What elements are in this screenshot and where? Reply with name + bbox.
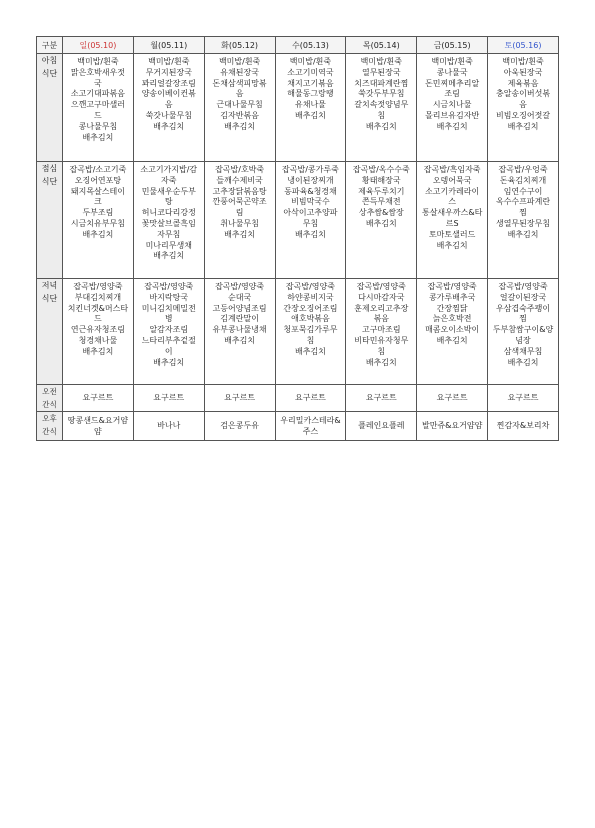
corner-label: 구분: [37, 37, 63, 54]
dinner-cell: [488, 279, 559, 385]
menu-item: 침: [377, 110, 386, 120]
menu-item: 매콤오이소박이: [425, 325, 480, 335]
menu-item: 탕: [164, 197, 173, 207]
menu-item: 크: [94, 197, 102, 207]
lunch-cell: [63, 162, 134, 279]
menu-item: 치즈대파계란찜: [354, 78, 409, 88]
menu-item: 애호박볶음: [291, 314, 330, 324]
menu-item: 김계란말이: [220, 314, 259, 324]
menu-item: 배추김치: [436, 121, 468, 131]
dinner-row: [37, 279, 559, 385]
menu-item: 배추김치: [224, 229, 256, 239]
menu-item: 삼색채무침: [503, 346, 543, 356]
menu-item: 찜: [519, 314, 527, 324]
menu-item: 으깬고구마샐러: [70, 100, 125, 110]
menu-item: 백미밥/흰죽: [502, 57, 544, 66]
am-snack-cell: [417, 385, 488, 412]
menu-item: 느타리부추겉절: [141, 335, 196, 345]
menu-item: 쑥갓나물무침: [145, 110, 192, 120]
menu-item: 오징어연포탕: [74, 175, 122, 185]
dinner-cell: [133, 279, 204, 385]
menu-item: 쑥갓두부무침: [358, 89, 405, 99]
dinner-cell: [275, 279, 346, 385]
menu-item: 념장: [515, 335, 531, 345]
menu-item: 잡곡밥/영양죽: [356, 282, 406, 291]
am-snack-row: [37, 385, 559, 412]
menu-item: 잡곡밥/영양죽: [144, 282, 194, 291]
menu-item: 오뎅어묵국: [432, 175, 472, 185]
menu-item: 배추김치: [82, 132, 114, 142]
pm-snack-cell: [275, 412, 346, 441]
menu-item: 침: [377, 346, 386, 356]
menu-item: 백미밥/흰죽: [289, 57, 332, 66]
menu-item: 알감자조림: [149, 325, 189, 335]
menu-item: 배추김치: [365, 357, 397, 367]
menu-item: 쯘득무채전: [361, 197, 401, 207]
dinner-label-line: 식단: [41, 294, 58, 303]
menu-item: 요구르트: [507, 393, 539, 403]
menu-item: 배추김치: [507, 229, 539, 239]
menu-item: 요구르트: [294, 393, 326, 403]
menu-item: 배추김치: [153, 357, 185, 367]
menu-item: 다시마감자국: [358, 292, 405, 302]
menu-item: 배추김치: [365, 121, 397, 131]
menu-item: 요구르트: [365, 393, 397, 403]
pm-snack-cell: [133, 412, 204, 441]
day-saturday: 토(05.16): [488, 37, 559, 54]
menu-item: 잡곡밥/옥수수죽: [352, 165, 410, 174]
menu-item: 음: [519, 100, 527, 110]
breakfast-cell: [63, 54, 134, 162]
menu-item: 우삼겹숙주팽이: [495, 303, 551, 313]
menu-item: 고등어양념조림: [212, 303, 267, 313]
header-row: [37, 37, 559, 54]
menu-item: 잡곡밥/영양죽: [73, 282, 123, 291]
day-tuesday: 화(05.12): [204, 37, 275, 54]
menu-item: 배추김치: [82, 346, 114, 356]
menu-item: 황태해장국: [361, 175, 401, 185]
menu-item: 비빔오징어젓갈: [495, 110, 551, 120]
menu-item: 르S: [445, 218, 459, 228]
breakfast-cell: [275, 54, 346, 162]
menu-item: 고추장닭볶음탕: [212, 186, 267, 196]
menu-item: 늙은호박전: [432, 314, 472, 324]
menu-item: 돈민찌메추리알: [425, 78, 480, 88]
lunch-cell: [133, 162, 204, 279]
menu-item: 잡곡밥/우엉죽: [498, 165, 548, 174]
menu-item: 돼지목살스테이: [70, 186, 125, 196]
menu-item: 시금치나물: [432, 100, 472, 110]
menu-item: 허니코다리강정: [141, 208, 196, 218]
menu-item: 근대나물무침: [216, 100, 263, 110]
menu-item: 제육볶음: [507, 78, 539, 88]
menu-item: 민물새우순두부: [141, 186, 196, 196]
lunch-cell: [204, 162, 275, 279]
menu-item: 배추김치: [294, 110, 326, 120]
menu-item: 주스: [302, 426, 319, 436]
breakfast-label-line: 아침: [41, 56, 58, 65]
day-thursday: 목(05.14): [346, 37, 417, 54]
menu-item: 채지고기볶음: [287, 78, 334, 88]
menu-item: 해물동그랑땡: [287, 89, 334, 99]
menu-item: 배추김치: [224, 335, 256, 345]
dinner-label-line: 저녁: [41, 281, 58, 290]
weekly-menu-table: [36, 36, 559, 441]
dinner-label: [37, 279, 63, 385]
menu-item: 미나리무생채: [145, 240, 192, 250]
breakfast-label-line: 식단: [41, 69, 58, 78]
menu-item: 유채나물: [294, 100, 326, 110]
day-friday: 금(05.15): [417, 37, 488, 54]
dinner-cell: [346, 279, 417, 385]
menu-item: 고구마조림: [361, 325, 401, 335]
menu-item: 꽃맛살브콜흑임: [141, 218, 196, 228]
lunch-cell: [417, 162, 488, 279]
menu-item: 아욱된장국: [503, 67, 543, 77]
menu-item: 볶음: [373, 314, 390, 324]
menu-item: 잡곡밥/콩가루죽: [282, 165, 339, 174]
menu-item: 음: [164, 100, 173, 110]
menu-item: 무침: [302, 218, 319, 228]
menu-item: 배추김치: [436, 240, 468, 250]
menu-item: 충알송이버섯볶: [495, 89, 551, 99]
menu-item: 침: [306, 335, 315, 345]
menu-item: 청포묵김가루무: [283, 325, 338, 335]
menu-item: 배추김치: [365, 218, 397, 228]
menu-item: 돈채삼색피망볶: [212, 78, 267, 88]
menu-item: 취나물무침: [220, 218, 259, 228]
menu-item: 배추김치: [82, 229, 114, 239]
menu-item: 양송이베이컨볶: [141, 89, 196, 99]
pm-snack-label-line: 간식: [42, 427, 57, 436]
menu-item: 냉이된장찌개: [287, 175, 334, 185]
menu-item: 연근유자청조림: [70, 325, 125, 335]
menu-item: 유부콩나물냉채: [212, 325, 267, 335]
menu-item: 잡곡밥/영양죽: [498, 282, 548, 291]
menu-item: 배추김치: [507, 357, 539, 367]
lunch-cell: [275, 162, 346, 279]
menu-item: 동파육&청경채: [284, 186, 337, 196]
menu-item: 백미밥/흰죽: [148, 57, 190, 66]
menu-item: 배추김치: [294, 229, 326, 239]
breakfast-cell: [417, 54, 488, 162]
menu-item: 플레인요플레: [358, 421, 405, 431]
menu-item: 비타민유자청무: [354, 335, 409, 345]
menu-item: 드: [94, 110, 102, 120]
menu-item: 백미밥/흰죽: [431, 57, 473, 66]
menu-item: 부대김치찌개: [74, 292, 122, 302]
day-sunday: 일(05.10): [63, 37, 134, 54]
menu-item: 드: [94, 314, 102, 324]
am-snack-cell: [488, 385, 559, 412]
menu-item: 배추김치: [153, 251, 185, 261]
pm-snack-cell: [488, 412, 559, 441]
menu-item: 두부조림: [82, 208, 114, 218]
menu-item: 얌: [94, 426, 102, 436]
menu-item: 바나나: [157, 421, 181, 431]
menu-item: 소고기가지밥/감: [140, 165, 198, 174]
menu-item: 깐풍어묵곤약조: [212, 197, 267, 207]
menu-item: 콩나물무침: [78, 121, 118, 131]
menu-item: 자죽: [161, 175, 177, 185]
menu-item: 하얀콩비지국: [287, 292, 334, 302]
pm-snack-row: [37, 412, 559, 441]
menu-item: 배추김치: [436, 335, 468, 345]
menu-item: 임연수구이: [503, 186, 543, 196]
menu-item: 잡곡밥/영양죽: [427, 282, 477, 291]
dinner-cell: [63, 279, 134, 385]
breakfast-cell: [133, 54, 204, 162]
menu-item: 요구르트: [436, 393, 468, 403]
dinner-cell: [204, 279, 275, 385]
menu-item: 순대국: [228, 292, 252, 302]
breakfast-cell: [346, 54, 417, 162]
menu-item: 백미밥/흰죽: [77, 57, 119, 66]
menu-item: 음: [235, 89, 244, 99]
menu-item: 돈육김치찌개: [499, 175, 547, 185]
menu-item: 옥수수프파계란: [495, 197, 551, 207]
menu-item: 검은콩두유: [220, 421, 259, 431]
am-snack-label: [37, 385, 63, 412]
menu-item: 잡곡밥/영양죽: [285, 282, 335, 291]
menu-item: 국: [94, 78, 102, 88]
pm-snack-label: [37, 412, 63, 441]
menu-item: 잡곡밥/소고기죽: [69, 165, 127, 174]
dinner-cell: [417, 279, 488, 385]
breakfast-cell: [204, 54, 275, 162]
menu-item: 이: [164, 346, 173, 356]
menu-item: 백미밥/흰죽: [360, 57, 402, 66]
menu-item: 맑은호박새우젓: [70, 67, 125, 77]
lunch-row: [37, 162, 559, 279]
menu-item: 얼갈이된장국: [499, 292, 547, 302]
menu-item: 무거지된장국: [145, 67, 192, 77]
menu-item: 상추쌈&쌈장: [358, 208, 404, 218]
menu-item: 소고기대파볶음: [70, 89, 125, 99]
menu-item: 소고기미역국: [287, 67, 334, 77]
am-snack-cell: [275, 385, 346, 412]
day-wednesday: 수(05.13): [275, 37, 346, 54]
pm-snack-cell: [204, 412, 275, 441]
am-snack-label-line: 간식: [42, 400, 57, 409]
menu-item: 찜: [519, 208, 527, 218]
menu-item: 청경채나물: [78, 335, 118, 345]
menu-item: 배추김치: [507, 121, 539, 131]
breakfast-cell: [488, 54, 559, 162]
menu-item: 배추김치: [153, 121, 185, 131]
menu-item: 잡곡밥/호박죽: [215, 165, 265, 174]
menu-item: 두부참쌈구이&양: [492, 325, 554, 335]
breakfast-label: [37, 54, 63, 162]
menu-item: 몰리브유김자반: [425, 110, 480, 120]
lunch-label-line: 식단: [41, 177, 58, 186]
pm-snack-cell: [417, 412, 488, 441]
menu-item: 훈제오리고추장: [354, 303, 409, 313]
menu-item: 간장오징어조림: [283, 303, 338, 313]
menu-item: 병: [164, 314, 173, 324]
menu-item: 콩가루배추국: [428, 292, 476, 302]
menu-item: 콩나물국: [436, 67, 468, 77]
menu-item: 바지락탕국: [149, 292, 189, 302]
lunch-cell: [346, 162, 417, 279]
am-snack-label-line: 오전: [42, 387, 57, 396]
menu-item: 김자반볶음: [220, 110, 259, 120]
menu-item: 백미밥/흰죽: [218, 57, 261, 66]
menu-item: 꽈리얼갈장조림: [141, 78, 196, 88]
menu-item: 땅콩샌드&요거얌: [67, 415, 129, 425]
menu-item: 소고기카레라이: [425, 186, 480, 196]
menu-item: 제육두루치기: [358, 186, 405, 196]
menu-item: 잡곡밥/흑임자죽: [423, 165, 481, 174]
pm-snack-cell: [346, 412, 417, 441]
pm-snack-label-line: 오후: [42, 414, 57, 423]
menu-item: 갈치속젓양념무: [354, 100, 409, 110]
lunch-label: [37, 162, 63, 279]
menu-item: 찐감자&보리차: [496, 421, 550, 431]
menu-item: 생열무된장무침: [495, 218, 551, 228]
lunch-cell: [488, 162, 559, 279]
menu-item: 요구르트: [153, 393, 185, 403]
menu-item: 미니김치메밀전: [141, 303, 196, 313]
day-monday: 월(05.11): [133, 37, 204, 54]
menu-item: 들깨수제비국: [216, 175, 263, 185]
menu-item: 잡곡밥/영양죽: [215, 282, 265, 291]
menu-item: 통살새우까스&타: [421, 208, 483, 218]
menu-item: 아삭이고추양파: [283, 208, 338, 218]
pm-snack-cell: [63, 412, 134, 441]
menu-item: 유채된장국: [220, 67, 259, 77]
menu-item: 요구르트: [82, 393, 114, 403]
menu-item: 발만쥬&요거얌얌: [421, 421, 483, 431]
menu-item: 간장찜닭: [436, 303, 468, 313]
menu-item: 토마토샐러드: [428, 229, 476, 239]
am-snack-cell: [346, 385, 417, 412]
menu-item: 요구르트: [224, 393, 256, 403]
menu-item: 자무침: [157, 229, 181, 239]
menu-item: 열무된장국: [361, 67, 401, 77]
menu-item: 림: [235, 208, 244, 218]
am-snack-cell: [63, 385, 134, 412]
breakfast-row: [37, 54, 559, 162]
menu-item: 스: [448, 197, 456, 207]
menu-item: 우리밀카스테라&: [280, 415, 341, 425]
menu-item: 시금치유부무침: [70, 218, 125, 228]
menu-item: 비빔막국수: [291, 197, 330, 207]
menu-item: 배추김치: [224, 121, 256, 131]
menu-item: 치킨너겟&머스타: [67, 303, 129, 313]
am-snack-cell: [204, 385, 275, 412]
lunch-label-line: 점심: [41, 164, 58, 173]
menu-item: 조림: [444, 89, 460, 99]
am-snack-cell: [133, 385, 204, 412]
menu-item: 배추김치: [294, 346, 326, 356]
